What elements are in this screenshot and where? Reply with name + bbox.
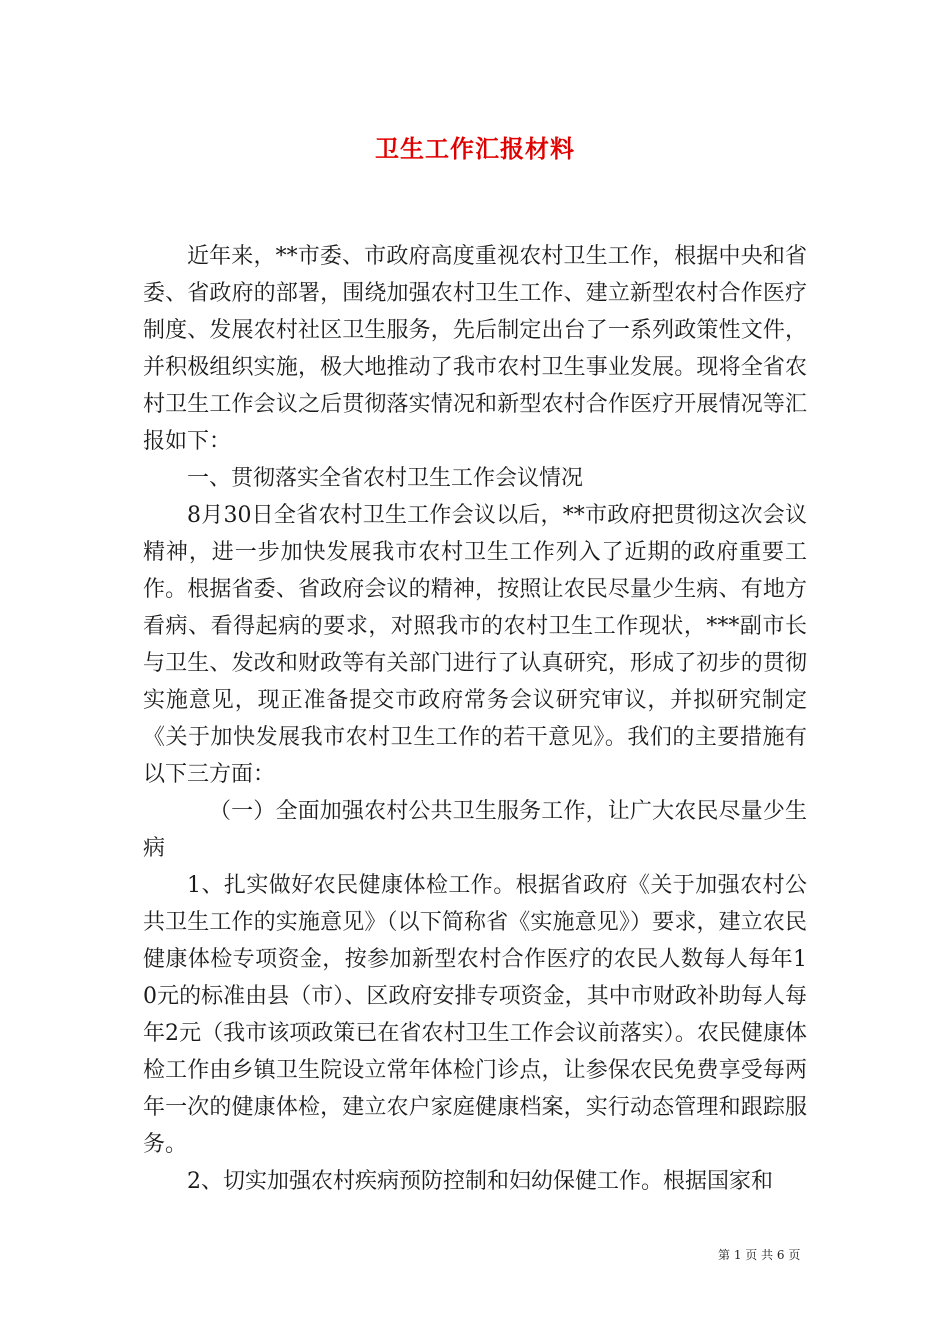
item-1-paragraph: 1、扎实做好农民健康体检工作。根据省政府《关于加强农村公共卫生工作的实施意见》（以下简称省《实施意见》）要求，建立农民健康体检专项资金，按参加新型农村合作医疗的农民人数每人每年10元的标准由县（市）、区政府安排专项资金，其中市财政补助每人每年2元（我市该项政策已在省农村卫生工作会议前落实）。农民健康体检工作由乡镇卫生院设立常年体检门诊点，让参保农民免费享受每两年一次的健康体检，建立农户家庭健康档案，实行动态管理和跟踪服务。 — [143, 873, 807, 1157]
page-number-footer: 第 1 页 共 6 页 — [718, 1248, 801, 1262]
subsection-heading-1: （一）全面加强农村公共卫生服务工作，让广大农民尽量少生病 — [143, 799, 807, 861]
item-2-paragraph: 2、切实加强农村疾病预防控制和妇幼保健工作。根据国家和 — [187, 1169, 773, 1194]
intro-paragraph: 近年来，**市委、市政府高度重视农村卫生工作，根据中央和省委、省政府的部署，围绕加强农村卫生工作、建立新型农村合作医疗制度、发展农村社区卫生服务，先后制定出台了一系列政策性文件，并积极组织实施，极大地推动了我市农村卫生事业发展。现将全省农村卫生工作会议之后贯彻落实情况和新型农村合作医疗开展情况等汇报如下： — [143, 244, 807, 454]
document-title: 卫生工作汇报材料 — [375, 134, 575, 163]
section-1-paragraph: 8月30日全省农村卫生工作会议以后，**市政府把贯彻这次会议精神，进一步加快发展我市农村卫生工作列入了近期的政府重要工作。根据省委、省政府会议的精神，按照让农民尽量少生病、有地方看病、看得起病的要求，对照我市的农村卫生工作现状，***副市长与卫生、发改和财政等有关部门进行了认真研究，形成了初步的贯彻实施意见，现正准备提交市政府常务会议研究审议，并拟研究制定《关于加快发展我市农村卫生工作的若干意见》。我们的主要措施有以下三方面： — [143, 503, 807, 787]
section-heading-1: 一、贯彻落实全省农村卫生工作会议情况 — [187, 466, 584, 491]
document-body — [143, 238, 807, 1200]
